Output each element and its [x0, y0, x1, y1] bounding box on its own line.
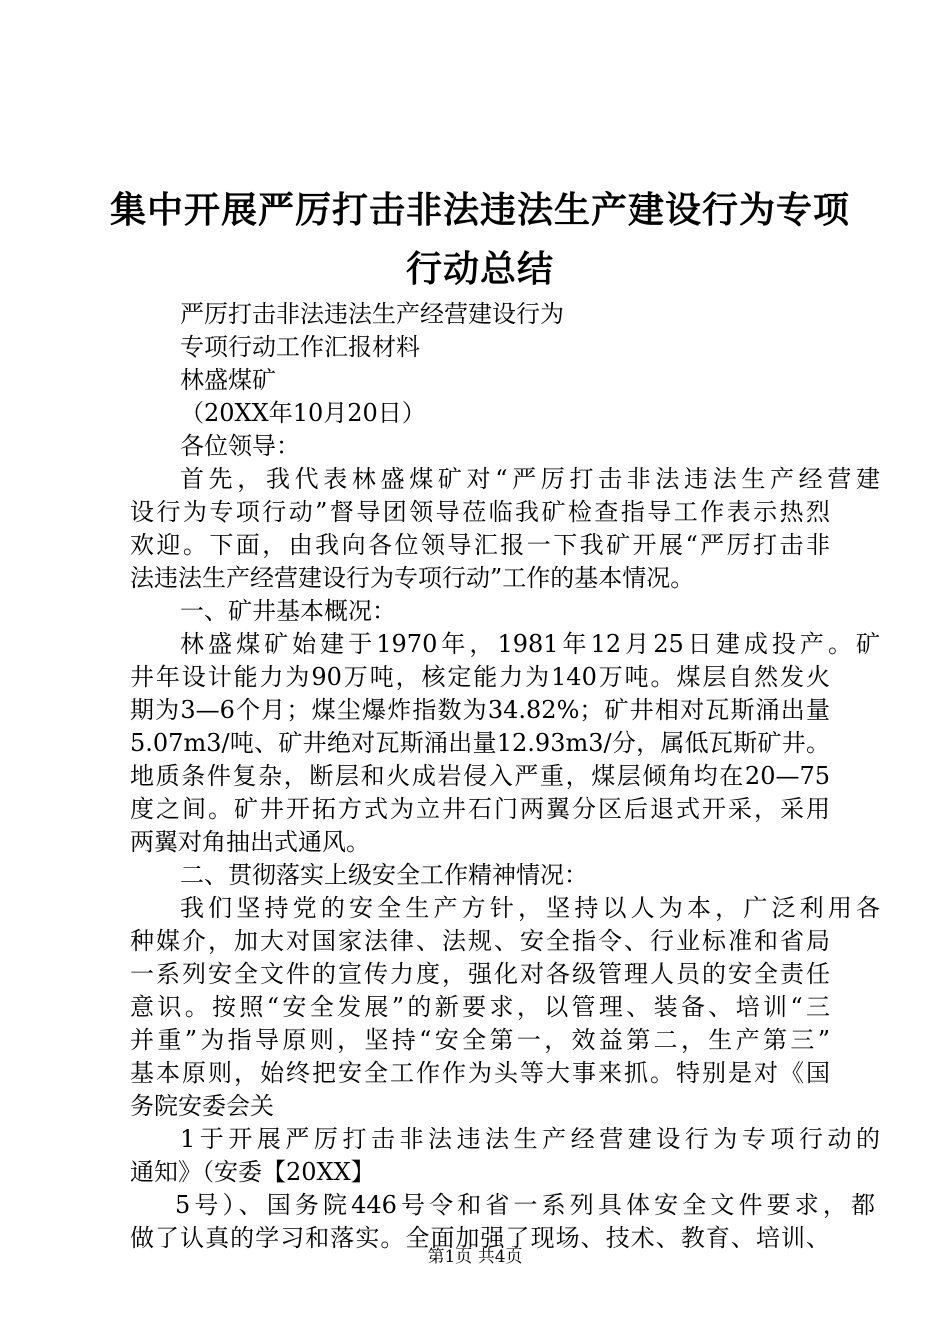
body-line: 做了认真的学习和落实。全面加强了现场、技术、教育、培训、: [130, 1224, 830, 1252]
body-line: 法违法生产经营建设行为专项行动”工作的基本情况。: [130, 564, 695, 592]
section-heading: 二、贯彻落实上级安全工作精神情况：: [180, 861, 588, 889]
document-title-line-1: 集中开展严厉打击非法违法生产建设行为专项: [109, 189, 850, 231]
body-line: 1于开展严厉打击非法违法生产经营建设行为专项行动的: [180, 1125, 880, 1153]
body-line: 务院安委会关: [130, 1092, 274, 1120]
body-line: 一系列安全文件的宣传力度，强化对各级管理人员的安全责任: [130, 960, 830, 988]
page-footer: 第1页 共4页: [427, 1247, 523, 1267]
body-line: 种媒介，加大对国家法律、法规、安全指令、行业标准和省局: [130, 927, 830, 955]
body-line: 我们坚持党的安全生产方针，坚持以人为本，广泛利用各: [180, 894, 880, 922]
subtitle-line: 专项行动工作汇报材料: [180, 333, 420, 361]
body-line: 意识。按照“安全发展”的新要求，以管理、装备、培训“三: [130, 993, 830, 1021]
body-line: 基本原则，始终把安全工作作为头等大事来抓。特别是对《国: [130, 1059, 830, 1087]
body-line: 欢迎。下面，由我向各位领导汇报一下我矿开展“严厉打击非: [130, 531, 830, 559]
body-line: 度之间。矿井开拓方式为立井石门两翼分区后退式开采，采用: [130, 795, 830, 823]
body-line: 5.07m3/吨、矿井绝对瓦斯涌出量12.93m3/分，属低瓦斯矿井。: [130, 729, 830, 757]
salutation-line: 各位领导：: [180, 432, 300, 460]
body-line: 井年设计能力为90万吨，核定能力为140万吨。煤层自然发火: [130, 663, 830, 691]
body-line: 设行为专项行动”督导团领导莅临我矿检查指导工作表示热烈: [130, 498, 830, 526]
body-line: 通知》（安委【20XX】: [130, 1158, 375, 1186]
body-line: 首先，我代表林盛煤矿对“严厉打击非法违法生产经营建: [180, 465, 880, 493]
body-line: 5号）、国务院446号令和省一系列具体安全文件要求，都: [175, 1191, 875, 1219]
body-line: 并重”为指导原则，坚持“安全第一，效益第二，生产第三”: [130, 1026, 830, 1054]
body-line: 地质条件复杂，断层和火成岩侵入严重，煤层倾角均在20—75: [130, 762, 830, 790]
body-line: 期为3—6个月；煤尘爆炸指数为34.82%；矿井相对瓦斯涌出量: [130, 696, 830, 724]
section-heading: 一、矿井基本概况：: [180, 597, 396, 625]
author-line: 林盛煤矿: [180, 366, 276, 394]
body-line: 两翼对角抽出式通风。: [130, 828, 370, 856]
date-line: （20XX年10月20日）: [180, 399, 426, 427]
document-title-line-2: 行动总结: [405, 248, 554, 290]
subtitle-line: 严厉打击非法违法生产经营建设行为: [180, 300, 564, 328]
body-line: 林盛煤矿始建于1970年，1981年12月25日建成投产。矿: [180, 630, 880, 658]
